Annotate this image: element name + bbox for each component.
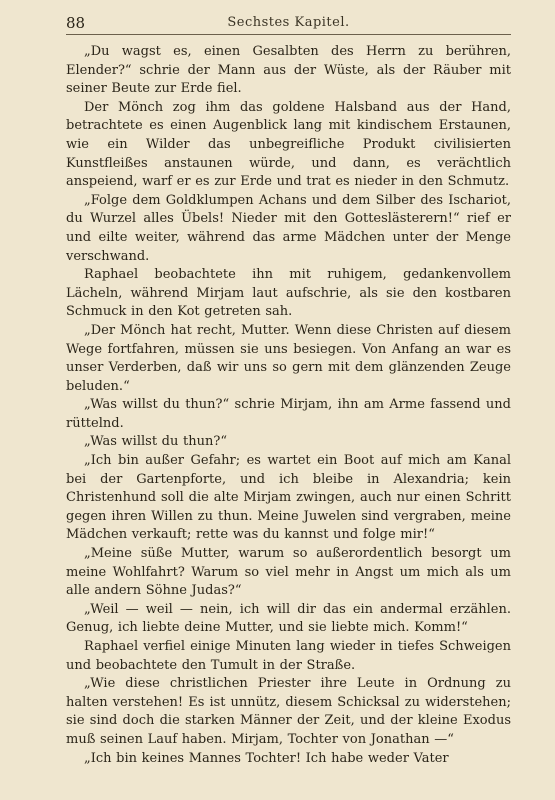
- paragraph: „Was willst du thun?“ schrie Mirjam, ihn am Arme fassend und rüttelnd.: [66, 397, 511, 431]
- paragraph: „Ich bin außer Gefahr; es wartet ein Boot auf mich am Kanal bei der Gartenpforte, und ich bleibe in Alexandria; kein Christenhund soll die alte Mirjam zwingen, auch nur einen Schritt gegen ihren Willen zu thun. Meine Juwelen sind vergraben, meine Mädchen verkauft; rette was du kannst und folge mir!“: [66, 453, 511, 543]
- running-title: Sechstes Kapitel.: [227, 15, 350, 30]
- paragraph: „Der Mönch hat recht, Mutter. Wenn diese Christen auf diesem Wege fortfahren, müssen sie uns besiegen. Von Anfang an war es unser Verderben, daß wir uns so gern mit dem glänzenden Zeuge beluden.“: [66, 322, 511, 394]
- paragraph: „Meine süße Mutter, warum so außerordentlich besorgt um meine Wohlfahrt? Warum so viel mehr in Angst um mich als um alle andern Söhne Judas?“: [66, 546, 511, 599]
- paragraph: „Du wagst es, einen Gesalbten des Herrn zu berühren, Elender?“ schrie der Mann aus der Wüste, als der Räuber mit seiner Beute zur Erde fiel.: [66, 44, 511, 97]
- paragraph: Der Mönch zog ihm das goldene Halsband aus der Hand, betrachtete es einen Augenblick lang mit kindischem Erstaunen, wie ein Wilder das unbegreifliche Produkt civilisierten Kunstfleißes anstaunen würde, und dann, es verächtlich anspeiend, warf er es zur Erde und trat es nieder in den Schmutz.: [66, 99, 511, 190]
- paragraph: „Ich bin keines Mannes Tochter! Ich habe weder Vater: [84, 750, 449, 766]
- paragraph: Raphael beobachtete ihn mit ruhigem, gedankenvollem Lächeln, während Mirjam laut aufschrie, als sie den kostbaren Schmuck in den Kot getreten sah.: [66, 267, 511, 320]
- paragraph: „Folge dem Goldklumpen Achans und dem Silber des Ischariot, du Wurzel alles Übels! Nieder mit den Gotteslästerern!“ rief er und eilte weiter, während das arme Mädchen unter der Menge verschwand.: [66, 192, 511, 264]
- paragraph: „Weil — weil — nein, ich will dir das ein andermal erzählen. Genug, ich liebte deine Mutter, und sie liebte mich. Komm!“: [66, 601, 511, 636]
- paragraph: Raphael verfiel einige Minuten lang wieder in tiefes Schweigen und beobachtete den Tumult in der Straße.: [66, 639, 511, 673]
- paragraph: „Wie diese christlichen Priester ihre Leute in Ordnung zu halten verstehen! Es ist unnütz, diesem Schicksal zu widerstehen; sie sind doch die starken Männer der Zeit, und der kleine Exodus muß seinen Lauf haben. Mirjam, Tochter von Jonathan —“: [66, 676, 511, 747]
- page-header: [66, 12, 511, 35]
- page-number: 88: [66, 14, 86, 32]
- paragraph: „Was willst du thun?“: [84, 434, 227, 450]
- body-text: [66, 43, 511, 768]
